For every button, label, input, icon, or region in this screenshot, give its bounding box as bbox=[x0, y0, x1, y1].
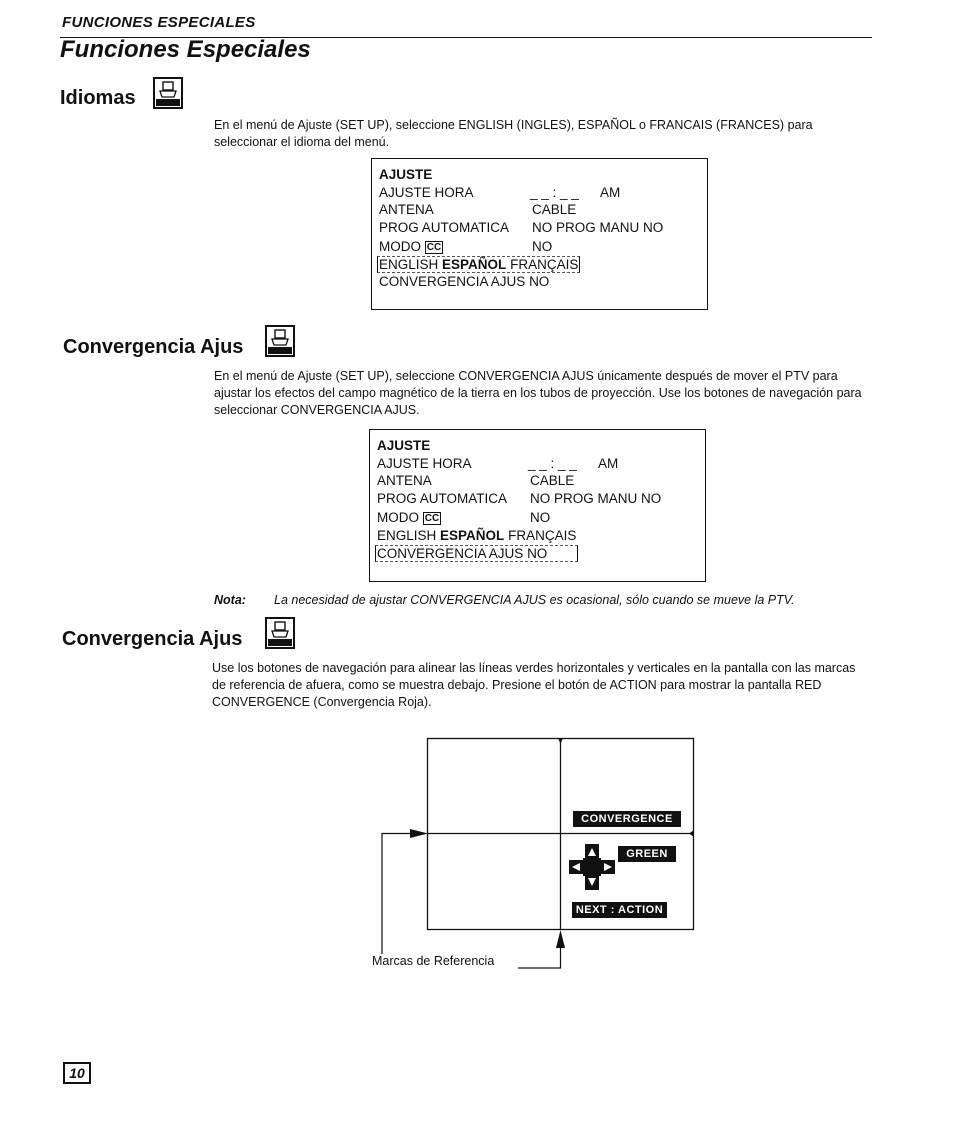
menu-value-prog: NO PROG MANU NO bbox=[532, 220, 664, 235]
menu-item-language-selected bbox=[377, 256, 580, 273]
green-label: GREEN bbox=[618, 846, 676, 862]
setup-icon bbox=[265, 325, 295, 357]
menu-item-antena: ANTENA bbox=[377, 473, 432, 488]
menu-value-hora: _ _ : _ _ bbox=[530, 185, 579, 200]
menu-title: AJUSTE bbox=[379, 167, 433, 182]
convergencia-paragraph: En el menú de Ajuste (SET UP), seleccione CONVERGENCIA AJUS únicamente después de mover el PTV para ajustar los efectos del campo magnético de la tierra en los tubos de proyección. Use los botones de navegación para seleccionar CONVERGENCIA AJUS. bbox=[214, 369, 862, 417]
section-heading-convergencia: Convergencia Ajus bbox=[63, 336, 244, 358]
convergencia-label: CONVERGENCIA AJUS bbox=[379, 274, 526, 289]
lang-francais: FRANÇAIS bbox=[510, 257, 579, 272]
lang-english: ENGLISH bbox=[379, 257, 439, 272]
modo-label: MODO bbox=[377, 510, 419, 525]
convergencia-label: CONVERGENCIA AJUS bbox=[377, 546, 524, 561]
menu-value-ampm: AM bbox=[598, 456, 619, 471]
page-number: 10 bbox=[63, 1062, 91, 1084]
modo-label: MODO bbox=[379, 239, 421, 254]
note-text: La necesidad de ajustar CONVERGENCIA AJUS es ocasional, sólo cuando se mueve la PTV. bbox=[274, 593, 795, 607]
menu-value-antena: CABLE bbox=[532, 202, 577, 217]
menu-item-convergencia-selected bbox=[375, 545, 578, 562]
menu-item-ajuste-hora: AJUSTE HORA bbox=[379, 185, 474, 200]
bottom-reference-arrow bbox=[556, 930, 565, 948]
setup-icon bbox=[265, 617, 295, 649]
menu-item-convergencia bbox=[379, 274, 549, 289]
next-action-label: NEXT : ACTION bbox=[572, 902, 667, 918]
convergencia-value: NO bbox=[527, 546, 548, 561]
running-header: FUNCIONES ESPECIALES bbox=[62, 14, 256, 31]
reference-marks-caption: Marcas de Referencia bbox=[372, 954, 495, 968]
cc-icon: CC bbox=[424, 513, 440, 524]
menu-item-ajuste-hora: AJUSTE HORA bbox=[377, 456, 472, 471]
cc-icon: CC bbox=[426, 242, 442, 253]
section-heading-idiomas: Idiomas bbox=[60, 87, 136, 109]
left-reference-arrow bbox=[410, 829, 428, 838]
setup-icon bbox=[153, 77, 183, 109]
top-tick bbox=[558, 738, 563, 744]
convergence-label: CONVERGENCE bbox=[573, 811, 681, 827]
menu-value-modo: NO bbox=[532, 239, 553, 254]
section-heading-convergencia-2: Convergencia Ajus bbox=[62, 628, 243, 650]
page-title: Funciones Especiales bbox=[60, 36, 311, 63]
convergencia-value: NO bbox=[529, 274, 550, 289]
lang-english: ENGLISH bbox=[377, 528, 437, 543]
menu-item-language bbox=[377, 528, 576, 543]
note-label: Nota: bbox=[214, 593, 246, 607]
menu-value-prog: NO PROG MANU NO bbox=[530, 491, 662, 506]
menu-item-modo bbox=[377, 510, 441, 525]
setup-menu-convergence bbox=[369, 429, 706, 582]
lang-espanol: ESPAÑOL bbox=[442, 257, 507, 272]
convergencia-2-paragraph: Use los botones de navegación para alinear las líneas verdes horizontales y verticales en la pantalla con las marcas de referencia de afuera, como se muestra debajo. Presione el botón de ACTION para mostrar la pantalla RED CONVERGENCE (Convergencia Roja). bbox=[212, 661, 856, 709]
lang-espanol: ESPAÑOL bbox=[440, 528, 505, 543]
idiomas-paragraph: En el menú de Ajuste (SET UP), seleccione ENGLISH (INGLES), ESPAÑOL o FRANCAIS (FRANCES) para seleccionar el idioma del menú. bbox=[214, 118, 813, 149]
bottom-reference-line bbox=[518, 948, 561, 968]
setup-menu-language bbox=[371, 158, 708, 310]
menu-item-prog: PROG AUTOMATICA bbox=[379, 220, 510, 235]
menu-value-modo: NO bbox=[530, 510, 551, 525]
menu-item-prog: PROG AUTOMATICA bbox=[377, 491, 508, 506]
right-tick bbox=[689, 830, 694, 837]
menu-item-modo bbox=[379, 239, 443, 254]
left-reference-line bbox=[382, 834, 420, 955]
menu-value-antena: CABLE bbox=[530, 473, 575, 488]
menu-value-ampm: AM bbox=[600, 185, 621, 200]
menu-item-antena: ANTENA bbox=[379, 202, 434, 217]
menu-title: AJUSTE bbox=[377, 438, 431, 453]
lang-francais: FRANÇAIS bbox=[508, 528, 577, 543]
menu-value-hora: _ _ : _ _ bbox=[528, 456, 577, 471]
